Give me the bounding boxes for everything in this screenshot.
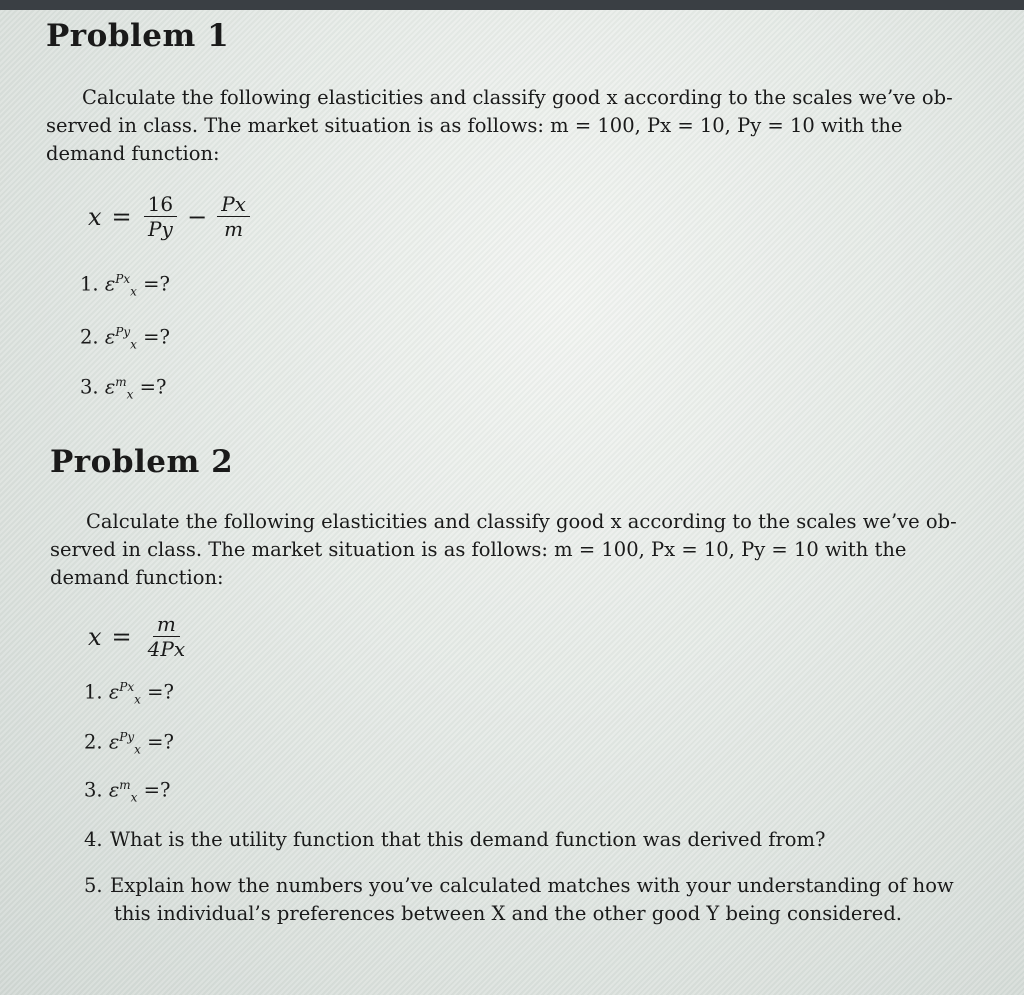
- eq1-frac1-denominator: Py: [148, 217, 173, 241]
- p1-item-2-epsilon: ε: [104, 325, 116, 349]
- p1-item-2-sup: Py: [115, 325, 131, 339]
- p1-item-1-sub: x: [130, 284, 137, 299]
- eq1-frac2-numerator: Px: [217, 192, 250, 217]
- p1-item-1-epsilon: ε: [104, 272, 116, 296]
- p2-item-3-epsilon: ε: [108, 778, 120, 802]
- problem-1-description: [46, 84, 998, 168]
- problem-2-line-2: served in class. The market situation is as follows: m = 100, Px = 10, Py = 10 with the: [50, 538, 907, 561]
- p2-item-2-sup: Py: [119, 730, 135, 744]
- p2-item-1-number: 1.: [84, 680, 103, 704]
- problem-2-heading: Problem 2: [50, 444, 234, 480]
- p1-item-1: [80, 272, 170, 298]
- p1-item-3-rest: =?: [139, 375, 167, 399]
- p2-item-1-rest: =?: [147, 680, 174, 704]
- p1-item-3: [80, 375, 166, 401]
- p2-question-5-line-1: Explain how the numbers you’ve calculated matches with your understanding of how: [110, 874, 954, 897]
- problem-2-description: [50, 508, 984, 592]
- eq1-lhs: x: [88, 202, 102, 231]
- eq2-equals: =: [111, 622, 132, 651]
- p2-item-2-epsilon: ε: [108, 730, 120, 754]
- p2-item-2-number: 2.: [84, 730, 103, 754]
- p2-question-4-text: What is the utility function that this demand function was derived from?: [110, 828, 826, 851]
- p2-question-5: [84, 872, 984, 928]
- problem-1-demand-equation: [88, 192, 250, 241]
- eq1-equals: =: [111, 202, 132, 231]
- p2-item-2-rest: =?: [147, 730, 174, 754]
- problem-2-demand-equation: [88, 612, 189, 661]
- problem-1-line-1: Calculate the following elasticities and classify good x according to the scales we’ve ob-: [82, 86, 953, 109]
- p1-item-3-sup: m: [115, 375, 127, 389]
- p2-question-5-line-2: this individual’s preferences between X and the other good Y being considered.: [114, 902, 903, 925]
- problem-1-line-2: served in class. The market situation is as follows: m = 100, Px = 10, Py = 10 with the: [46, 114, 903, 137]
- problem-2-line-1: Calculate the following elasticities and classify good x according to the scales we’ve ob-: [86, 510, 957, 533]
- p2-item-3-sub: x: [130, 790, 138, 805]
- p2-item-1-epsilon: ε: [108, 680, 120, 704]
- eq1-fraction-2: [217, 192, 250, 241]
- p2-item-1: [84, 680, 174, 706]
- p1-item-3-number: 3.: [80, 375, 99, 399]
- p2-question-5-number: 5.: [84, 874, 103, 897]
- p2-item-1-sub: x: [134, 692, 141, 707]
- eq1-frac1-numerator: 16: [144, 192, 177, 217]
- eq1-frac2-denominator: m: [224, 217, 244, 241]
- p2-item-3-number: 3.: [84, 778, 103, 802]
- p2-item-3: [84, 778, 170, 804]
- p1-item-3-epsilon: ε: [104, 375, 116, 399]
- problem-2-line-3: demand function:: [50, 566, 224, 589]
- eq2-fraction: [144, 612, 189, 661]
- p2-question-4: [84, 826, 984, 854]
- eq2-lhs: x: [88, 622, 102, 651]
- p1-item-2-rest: =?: [143, 325, 170, 349]
- eq2-denominator: 4Px: [147, 637, 186, 661]
- p1-item-3-sub: x: [126, 387, 134, 402]
- p2-item-2: [84, 730, 174, 756]
- p1-item-2-sub: x: [130, 337, 137, 352]
- eq1-fraction-1: [144, 192, 177, 241]
- p1-item-1-sup: Px: [115, 272, 131, 286]
- p2-item-3-rest: =?: [143, 778, 171, 802]
- p2-item-2-sub: x: [134, 742, 141, 757]
- p2-question-4-number: 4.: [84, 828, 103, 851]
- p1-item-1-rest: =?: [143, 272, 170, 296]
- eq1-minus: −: [187, 202, 208, 231]
- p1-item-2: [80, 325, 170, 351]
- p2-item-3-sup: m: [119, 778, 131, 792]
- p2-item-1-sup: Px: [119, 680, 135, 694]
- p1-item-2-number: 2.: [80, 325, 99, 349]
- problem-1-heading: Problem 1: [46, 18, 230, 54]
- problem-1-line-3: demand function:: [46, 142, 220, 165]
- eq2-numerator: m: [153, 612, 180, 637]
- p1-item-1-number: 1.: [80, 272, 99, 296]
